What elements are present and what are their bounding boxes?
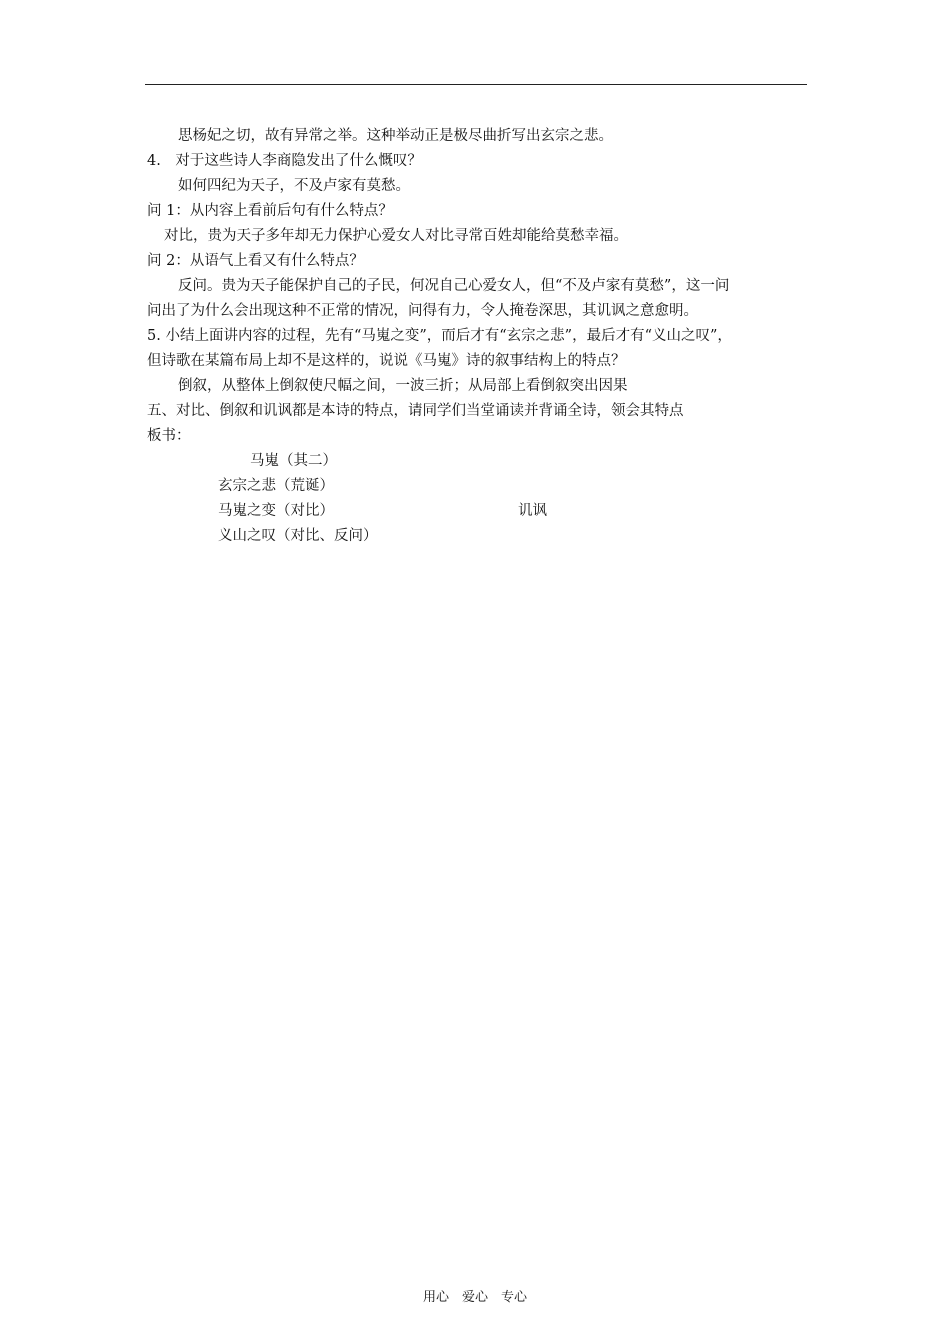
section-5-summary: 五、对比、倒叙和讥讽都是本诗的特点，请同学们当堂诵读并背诵全诗，领会其特点 [147,403,684,419]
board-title: 马嵬（其二） [250,453,337,469]
answer-q1: 对比，贵为天子多年却无力保护心爱女人对比寻常百姓却能给莫愁幸福。 [164,228,628,244]
question-q2: 问 2：从语气上看又有什么特点？ [147,253,364,269]
header-rule [145,84,807,85]
answer-5: 倒叙，从整体上倒叙使尺幅之间，一波三折；从局部上看倒叙突出因果 [178,378,628,394]
board-row-1: 玄宗之悲（荒诞） [218,478,334,494]
poem-quote: 如何四纪为天子，不及卢家有莫愁。 [178,178,410,194]
text-line-1: 思杨妃之切，故有异常之举。这种举动正是极尽曲折写出玄宗之悲。 [178,128,613,144]
question-5-line-2: 但诗歌在某篇布局上却不是这样的，说说《马嵬》诗的叙事结构上的特点？ [147,353,626,369]
page-footer: 用心 爱心 专心 [422,1290,527,1305]
question-q1: 问 1：从内容上看前后句有什么特点？ [147,203,393,219]
board-row-3: 义山之叹（对比、反问） [218,528,378,544]
answer-q2-line-1: 反问。贵为天子能保护自己的子民，何况自己心爱女人，但“不及卢家有莫愁”，这一问 [178,278,730,294]
question-4: 4. 对于这些诗人李商隐发出了什么慨叹？ [147,153,422,169]
board-row-2: 马嵬之变（对比） [218,503,334,519]
question-5-line-1: 5. 小结上面讲内容的过程，先有“马嵬之变”，而后才有“玄宗之悲”，最后才有“义山之叹”， [147,328,732,344]
board-label: 板书： [147,428,191,444]
answer-q2-line-2: 问出了为什么会出现这种不正常的情况，问得有力，令人掩卷深思，其讥讽之意愈明。 [147,303,698,319]
board-side-note: 讥讽 [518,503,547,519]
